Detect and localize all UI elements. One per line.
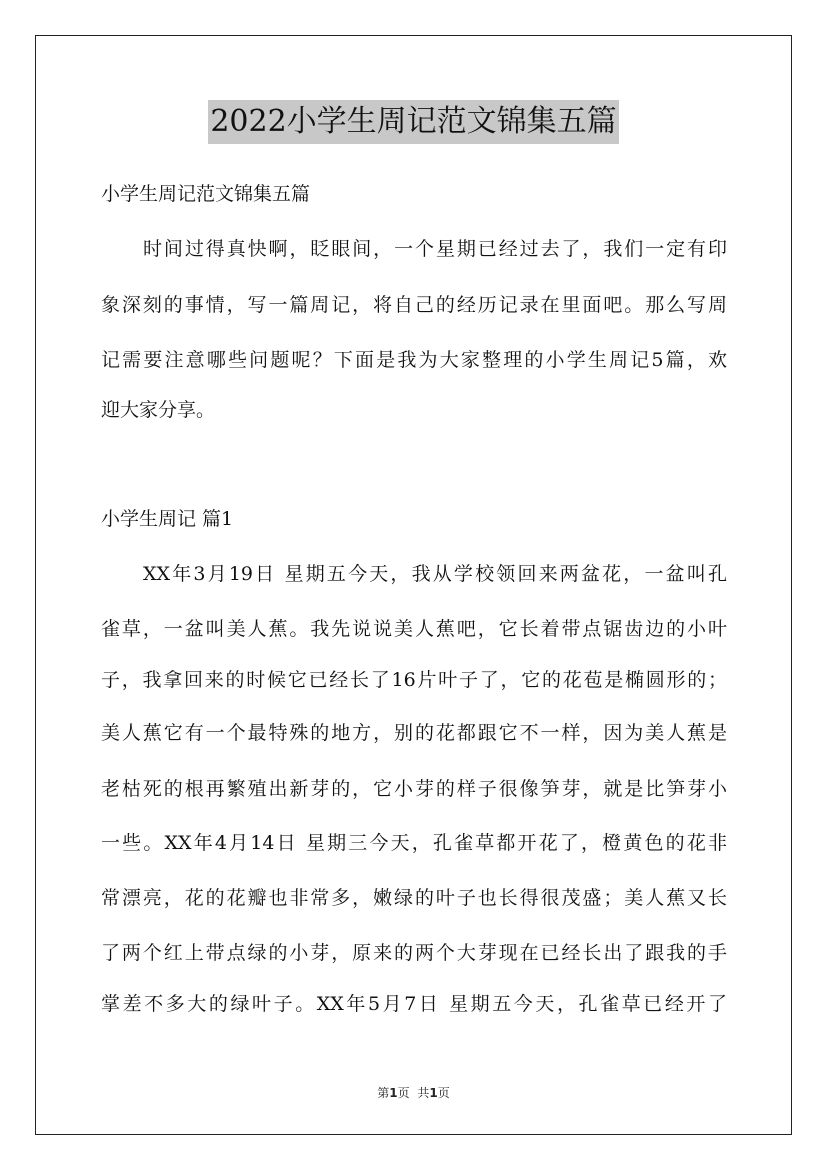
body-line: 美人蕉它有一个最特殊的地方，别的花都跟它不一样，因为美人蕉是	[101, 722, 727, 744]
body-line: 了两个红上带点绿的小芽，原来的两个大芽现在已经长出了跟我的手	[101, 942, 727, 964]
total-prefix: 共	[417, 1086, 430, 1100]
body-line: 掌差不多大的绿叶子。XX年5月7日 星期五今天，孔雀草已经开了	[101, 993, 727, 1015]
body-line: 老枯死的根再繁殖出新芽的，它小芽的样子很像笋芽，就是比笋芽小	[101, 778, 727, 800]
intro-line: 象深刻的事情，写一篇周记，将自己的经历记录在里面吧。那么写周	[101, 294, 727, 316]
page-suffix: 页	[397, 1086, 410, 1100]
intro-line: 迎大家分享。	[101, 399, 216, 421]
total-suffix: 页	[437, 1086, 450, 1100]
document-title: 2022小学生周记范文锦集五篇	[208, 100, 618, 144]
title-wrap	[0, 100, 827, 144]
total-number: 1	[429, 1086, 438, 1100]
body-line: 一些。XX年4月14日 星期三今天，孔雀草都开花了，橙黄色的花非	[101, 832, 727, 854]
page-prefix: 第	[377, 1086, 390, 1100]
body-line: 子，我拿回来的时候它已经长了16片叶子了，它的花苞是椭圆形的；	[101, 669, 727, 691]
body-line: 常漂亮，花的花瓣也非常多，嫩绿的叶子也长得很茂盛；美人蕉又长	[101, 887, 727, 909]
body-line: XX年3月19日 星期五今天，我从学校领回来两盆花，一盆叫孔	[143, 563, 727, 585]
body-line: 雀草，一盆叫美人蕉。我先说说美人蕉吧，它长着带点锯齿边的小叶	[101, 618, 727, 640]
page-number: 1	[389, 1086, 398, 1100]
document-subtitle: 小学生周记范文锦集五篇	[101, 183, 311, 205]
page-footer	[0, 1084, 827, 1102]
intro-line: 记需要注意哪些问题呢？下面是我为大家整理的小学生周记5篇，欢	[101, 349, 727, 371]
section-heading: 小学生周记 篇1	[101, 508, 234, 530]
intro-line: 时间过得真快啊，眨眼间，一个星期已经过去了，我们一定有印	[143, 238, 727, 260]
